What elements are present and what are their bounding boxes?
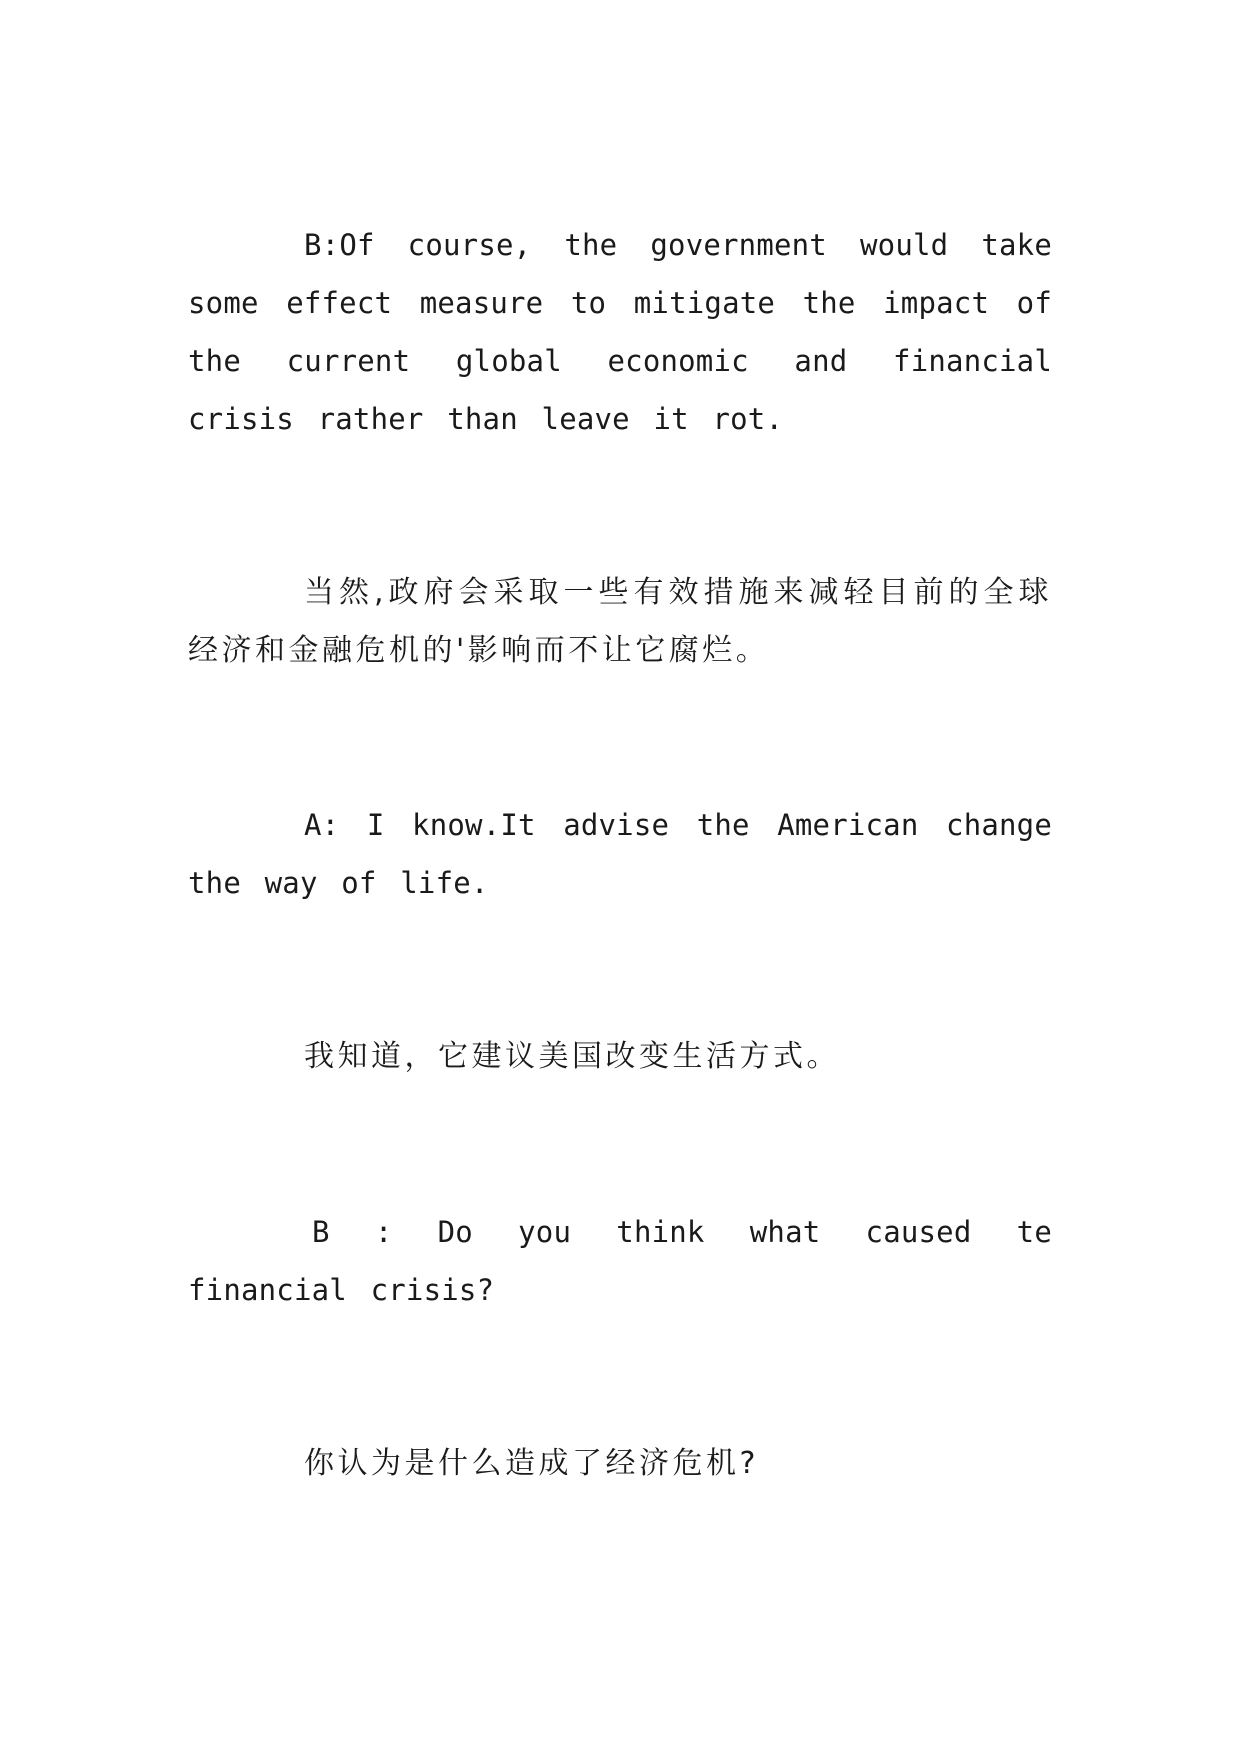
dialogue-a-chinese: 我知道，它建议美国改变生活方式。 [304,1039,840,1074]
dialogue-a-english: A: I know.It advise the American change the way of life. [188,808,1052,900]
dialogue-b-english: B:Of course, the government would take some effect measure to mitigate the impact of the current global economic and financial crisis rather than leave it rot. [188,228,1052,436]
dialogue-b-chinese: 当然,政府会采取一些有效措施来减轻目前的全球经济和金融危机的'影响而不让它腐烂。 [188,575,1052,668]
dialogue-b-question-english: B : Do you think what caused te financial crisis? [188,1215,1052,1307]
dialogue-b-question-chinese: 你认为是什么造成了经济危机? [304,1446,759,1481]
